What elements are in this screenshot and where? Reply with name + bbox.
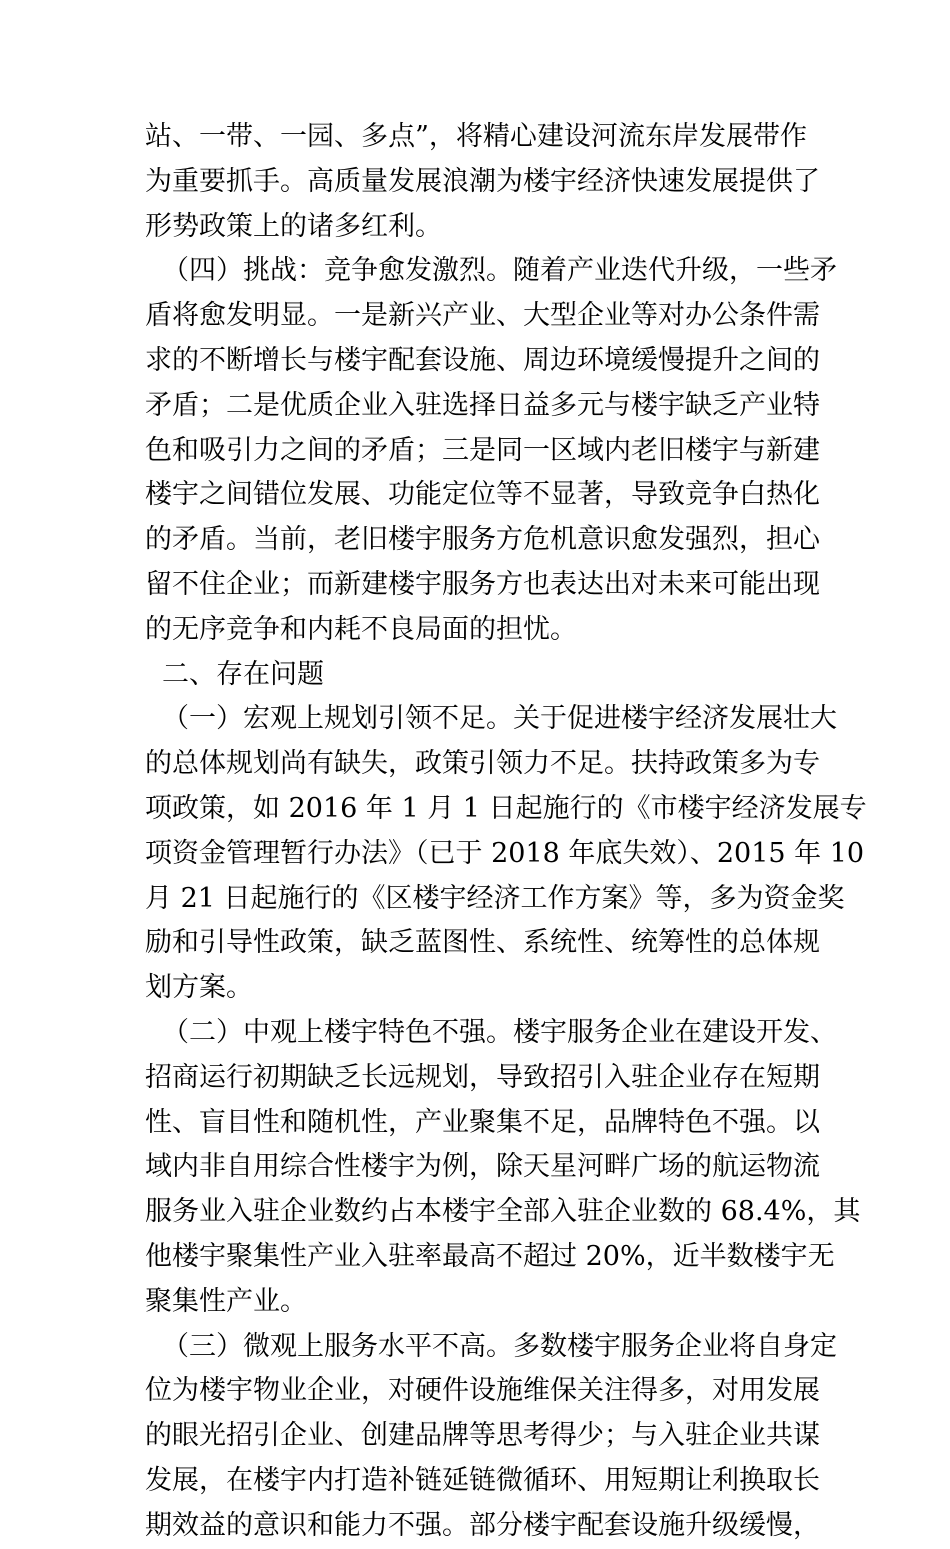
text-line: 留不住企业；而新建楼宇服务方也表达出对未来可能出现	[145, 568, 820, 600]
text-line: 的矛盾。当前，老旧楼宇服务方危机意识愈发强烈，担心	[145, 524, 820, 556]
text-line: 励和引导性政策，缺乏蓝图性、系统性、统筹性的总体规	[145, 927, 820, 959]
text-line: 期效益的意识和能力不强。部分楼宇配套设施升级缓慢，	[145, 1509, 820, 1541]
text-line: 盾将愈发明显。一是新兴产业、大型企业等对办公条件需	[145, 300, 820, 332]
text-line: （四）挑战：竞争愈发激烈。随着产业迭代升级，一些矛	[162, 255, 837, 287]
text-line: 招商运行初期缺乏长远规划，导致招引入驻企业存在短期	[145, 1061, 820, 1093]
text-line: 为重要抓手。高质量发展浪潮为楼宇经济快速发展提供了	[145, 165, 820, 197]
text-line: 站、一带、一园、多点”，将精心建设河流东岸发展带作	[145, 121, 807, 152]
text-line: 的无序竞争和内耗不良局面的担忧。	[145, 613, 577, 645]
text-line: 形势政策上的诸多红利。	[145, 210, 442, 242]
body-text	[145, 115, 867, 1549]
text-line: 月 21 日起施行的《区楼宇经济工作方案》等，多为资金奖	[145, 882, 845, 914]
text-line: 色和吸引力之间的矛盾；三是同一区域内老旧楼宇与新建	[145, 434, 820, 466]
text-line: 发展，在楼宇内打造补链延链微循环、用短期让利换取长	[145, 1464, 820, 1496]
text-line: 矛盾；二是优质企业入驻选择日益多元与楼宇缺乏产业特	[145, 389, 820, 421]
text-line: 位为楼宇物业企业，对硬件设施维保关注得多，对用发展	[145, 1375, 820, 1407]
text-line: （三）微观上服务水平不高。多数楼宇服务企业将自身定	[162, 1330, 837, 1362]
section-heading: 二、存在问题	[162, 658, 324, 690]
text-line: 楼宇之间错位发展、功能定位等不显著，导致竞争白热化	[145, 479, 820, 511]
text-line: 划方案。	[145, 972, 253, 1004]
text-line: 项政策，如 2016 年 1 月 1 日起施行的《市楼宇经济发展专	[145, 792, 867, 824]
text-line: 求的不断增长与楼宇配套设施、周边环境缓慢提升之间的	[145, 344, 820, 376]
text-line: 域内非自用综合性楼宇为例，除天星河畔广场的航运物流	[145, 1151, 820, 1183]
text-line: 的总体规划尚有缺失，政策引领力不足。扶持政策多为专	[145, 748, 820, 780]
text-line: （二）中观上楼宇特色不强。楼宇服务企业在建设开发、	[162, 1016, 837, 1048]
text-line: （一）宏观上规划引领不足。关于促进楼宇经济发展壮大	[162, 703, 837, 735]
text-line: 的眼光招引企业、创建品牌等思考得少；与入驻企业共谋	[145, 1420, 820, 1452]
text-line: 他楼宇聚集性产业入驻率最高不超过 20%，近半数楼宇无	[145, 1240, 835, 1272]
text-line: 项资金管理暂行办法》（已于 2018 年底失效）、2015 年 10	[145, 837, 865, 869]
text-line: 服务业入驻企业数约占本楼宇全部入驻企业数的 68.4%，其	[145, 1196, 861, 1228]
text-line: 性、盲目性和随机性，产业聚集不足，品牌特色不强。以	[145, 1106, 820, 1138]
text-line: 聚集性产业。	[145, 1285, 307, 1317]
